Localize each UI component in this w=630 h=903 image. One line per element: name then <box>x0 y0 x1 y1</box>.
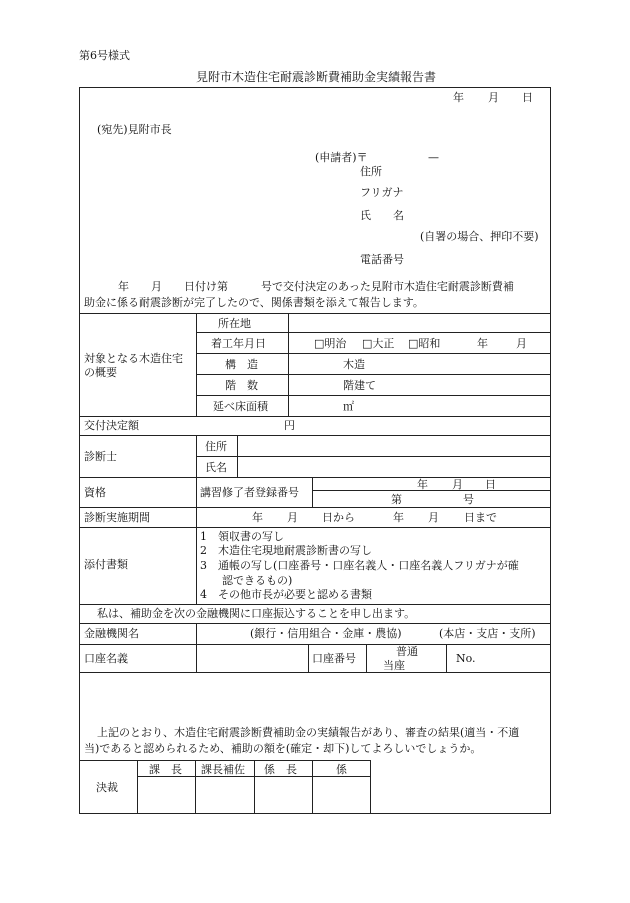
approval-header: 課 長 <box>149 763 182 776</box>
diagnostician-name-label: 氏名 <box>205 461 227 474</box>
registration-no-prefix: 第 <box>391 493 402 506</box>
qualification-day: 日 <box>485 478 496 491</box>
account-holder-label: 口座名義 <box>84 652 128 665</box>
applicant-name-label: 氏 名 <box>360 209 404 222</box>
start-year-label: 年 <box>477 337 488 350</box>
start-month-label: 月 <box>516 337 527 350</box>
qualification-label: 資格 <box>84 486 106 499</box>
page-title: 見附市木造住宅耐震診断費補助金実績報告書 <box>196 70 437 84</box>
diagnostician-label: 診断士 <box>84 450 117 463</box>
approval-header: 課長補佐 <box>201 763 245 776</box>
attachment-item: 2 木造住宅現地耐震診断書の写し <box>200 544 372 557</box>
start-date-label: 着工年月日 <box>211 337 266 350</box>
area-unit: ㎡ <box>343 400 354 413</box>
bank-branch-types: (本店・支店・支所) <box>439 627 536 640</box>
date-month: 月 <box>488 91 499 104</box>
date-day: 日 <box>522 91 533 104</box>
floors-value: 階建て <box>343 379 376 392</box>
bank-types: (銀行・信用組合・金庫・農協) <box>250 627 402 640</box>
floors-label: 階 数 <box>225 379 258 392</box>
review-line-1: 上記のとおり、木造住宅耐震診断費補助金の実績報告があり、審査の結果(適当・不適 <box>97 726 520 739</box>
transfer-request: 私は、補助金を次の金融機関に口座振込することを申し出ます。 <box>97 607 416 620</box>
registration-number-label: 講習修了者登録番号 <box>200 486 299 499</box>
account-no-label: No. <box>456 652 476 665</box>
form-number: 第6号様式 <box>79 49 130 62</box>
form-frame <box>79 87 551 814</box>
applicant-furigana-label: フリガナ <box>360 186 404 199</box>
period-label: 診断実施期間 <box>84 511 150 524</box>
period-to-year: 年 <box>393 511 404 524</box>
attachment-item: 4 その他市長が必要と認める書類 <box>200 588 372 601</box>
grant-amount-unit: 円 <box>284 419 295 432</box>
house-label-2: の概要 <box>84 366 117 379</box>
intro-line-2: 助金に係る耐震診断が完了したので、関係書類を添えて報告します。 <box>84 296 424 309</box>
period-from-day: 日から <box>322 511 355 524</box>
applicant-label: (申請者)〒 <box>315 151 368 164</box>
period-to-day: 日まで <box>464 511 497 524</box>
registration-no-suffix: 号 <box>463 493 474 506</box>
era-taisho-label: 大正 <box>372 337 395 350</box>
bank-label: 金融機関名 <box>84 627 139 640</box>
attachment-item: 認できるもの) <box>200 574 293 587</box>
grant-amount-label: 交付決定額 <box>84 419 139 432</box>
house-label-1: 対象となる木造住宅 <box>84 352 183 365</box>
era-showa-option[interactable] <box>408 338 440 349</box>
period-to-month: 月 <box>428 511 439 524</box>
approval-header: 係 長 <box>264 763 297 776</box>
date-year: 年 <box>453 91 464 104</box>
qualification-month: 月 <box>452 478 463 491</box>
era-meiji-option[interactable] <box>314 338 346 349</box>
diagnostician-address-label: 住所 <box>205 440 227 453</box>
account-type-current: 当座 <box>383 659 405 672</box>
structure-value: 木造 <box>343 358 365 371</box>
area-label: 延べ床面積 <box>213 400 268 413</box>
review-line-2: 当)であると認められるため、補助の額を(確定・却下)してよろしいでしょうか。 <box>84 742 482 755</box>
attachments-label: 添付書類 <box>84 558 128 571</box>
period-from-year: 年 <box>252 511 263 524</box>
approval-label: 決裁 <box>96 781 118 794</box>
seal-note: (自署の場合、押印不要) <box>420 230 539 243</box>
period-from-month: 月 <box>287 511 298 524</box>
intro-line-1: 年 月 日付け第 号で交付決定のあった見附市木造住宅耐震診断費補 <box>118 280 514 293</box>
era-showa-label: 昭和 <box>418 337 441 350</box>
era-taisho-option[interactable] <box>362 338 394 349</box>
qualification-year: 年 <box>417 478 428 491</box>
attachment-item: 3 通帳の写し(口座番号・口座名義人・口座名義人フリガナが確 <box>200 559 519 572</box>
applicant-phone-label: 電話番号 <box>360 253 404 266</box>
postal-dash: — <box>428 151 439 164</box>
structure-label: 構 造 <box>225 358 258 371</box>
location-label: 所在地 <box>218 317 251 330</box>
addressee: (宛先)見附市長 <box>97 123 172 136</box>
account-number-label: 口座番号 <box>312 652 356 665</box>
approval-header: 係 <box>336 763 347 776</box>
attachment-item: 1 領収書の写し <box>200 530 284 543</box>
era-meiji-label: 明治 <box>324 337 347 350</box>
applicant-address-label: 住所 <box>360 165 382 178</box>
account-type-ordinary: 普通 <box>396 645 418 658</box>
